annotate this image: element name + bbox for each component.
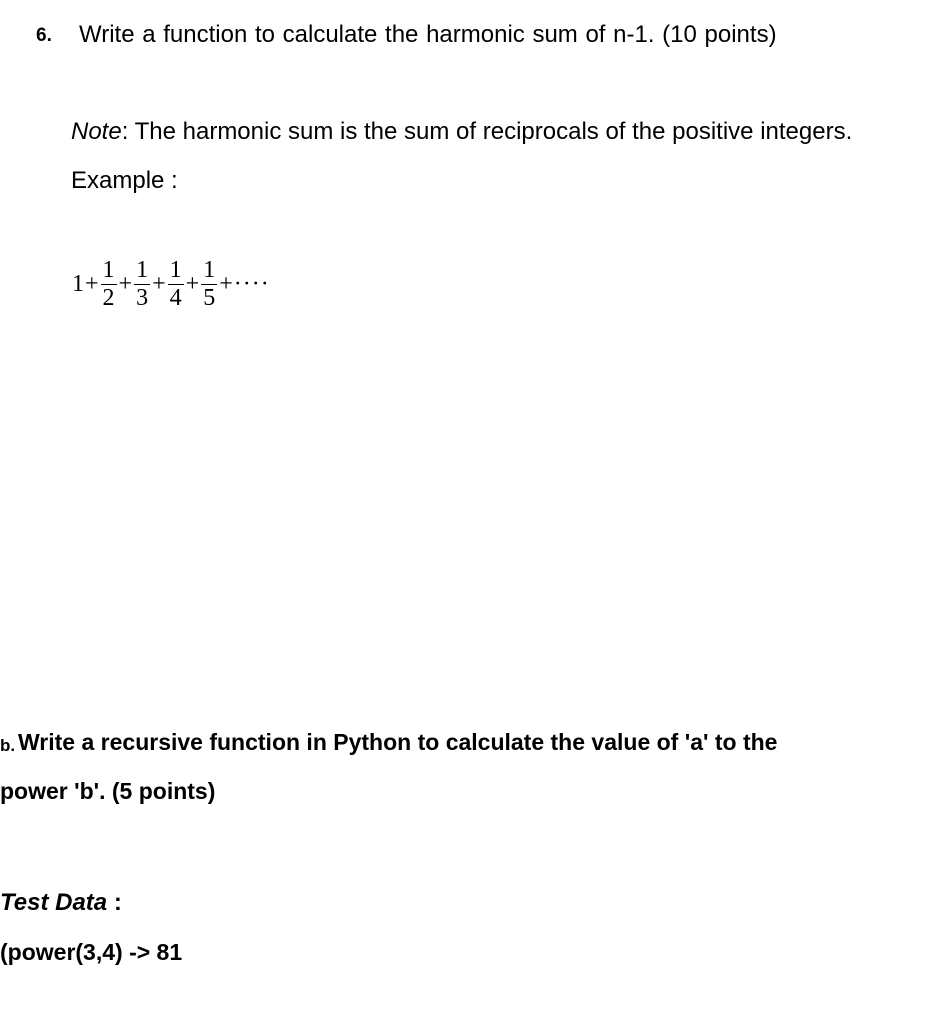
test-data-colon: :	[107, 889, 122, 916]
harmonic-formula	[72, 254, 270, 314]
formula-ellipsis: ····	[233, 271, 270, 297]
fraction-numerator: 1	[203, 257, 216, 283]
example-label: Example :	[71, 167, 178, 194]
note-line	[71, 118, 852, 146]
formula-plus: +	[152, 271, 166, 297]
formula-fraction	[168, 258, 184, 310]
test-data-example: (power(3,4) -> 81	[0, 939, 183, 965]
note-text: : The harmonic sum is the sum of reciprocals of the positive integers.	[121, 118, 853, 145]
fraction-denominator: 5	[203, 285, 216, 311]
fraction-numerator: 1	[102, 257, 115, 283]
formula-fraction	[101, 258, 117, 310]
formula-plus: +	[185, 271, 200, 297]
question-b-title-line2: power 'b'. (5 points)	[0, 778, 216, 804]
note-label: Note	[71, 118, 122, 145]
fraction-numerator: 1	[169, 257, 182, 283]
formula-plus: +	[219, 271, 233, 297]
test-data-line	[0, 889, 122, 917]
fraction-denominator: 3	[136, 285, 149, 311]
question-b-label: b.	[0, 736, 16, 755]
formula-fraction	[134, 258, 150, 310]
formula-first-term: 1	[72, 271, 84, 297]
fraction-denominator: 2	[102, 285, 115, 311]
fraction-denominator: 4	[169, 285, 182, 311]
formula-fraction	[201, 258, 217, 310]
formula-plus: +	[118, 271, 133, 297]
question-number: 6.	[36, 25, 52, 46]
question-title: Write a function to calculate the harmonic sum of n-1. (10 points)	[79, 21, 777, 48]
test-data-label: Test Data	[0, 889, 108, 916]
formula-plus: +	[85, 271, 99, 297]
question-b-title-line1: Write a recursive function in Python to calculate the value of 'a' to the	[18, 729, 778, 755]
fraction-numerator: 1	[136, 257, 149, 283]
